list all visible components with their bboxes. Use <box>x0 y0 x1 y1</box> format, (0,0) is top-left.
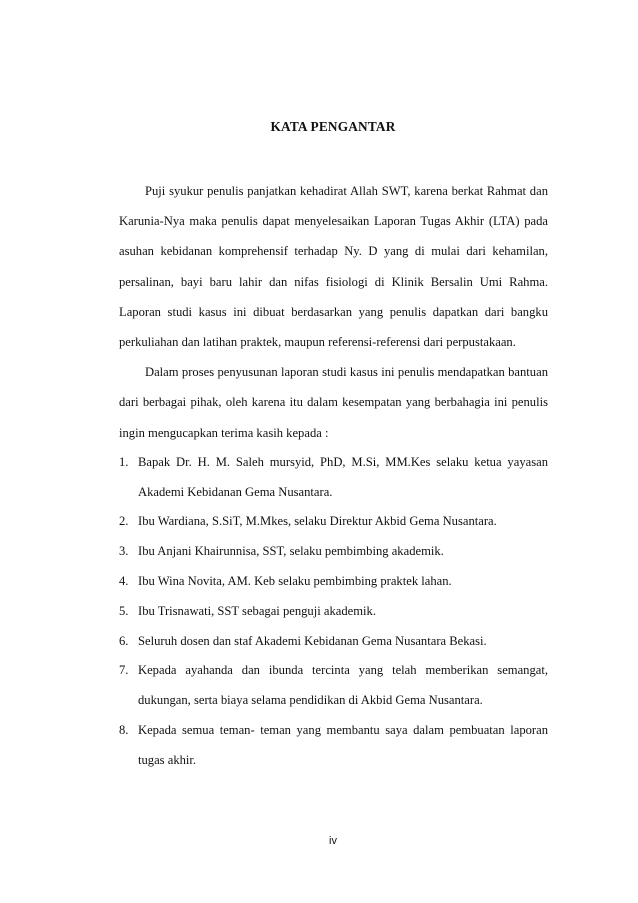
paragraph-intro: Puji syukur penulis panjatkan kehadirat Allah SWT, karena berkat Rahmat dan Karunia-Nya maka penulis dapat menyelesaikan Laporan Tugas Akhir (LTA) pada asuhan kebidanan komprehensif terhadap Ny. D yang di mulai dari kehamilan, persalinan, bayi baru lahir dan nifas fisiologi di Klinik Bersalin Umi Rahma. Laporan studi kasus ini dibuat berdasarkan yang penulis dapatkan dari bangku perkuliahan dan latihan praktek, maupun referensi-referensi dari perpustakaan. <box>119 184 548 350</box>
list-item-number: 5. <box>119 603 129 618</box>
list-item-text: Seluruh dosen dan staf Akademi Kebidanan Gema Nusantara Bekasi. <box>138 633 487 648</box>
list-item-text: Ibu Wina Novita, AM. Keb selaku pembimbing praktek lahan. <box>138 574 452 589</box>
paragraph-acknowledgement: Dalam proses penyusunan laporan studi kasus ini penulis mendapatkan bantuan dari berbagai pihak, oleh karena itu dalam kesempatan yang berbahagia ini penulis ingin mengucapkan terima kasih kepada : <box>119 365 548 440</box>
list-item <box>119 448 548 508</box>
list-item-text: Ibu Trisnawati, SST sebagai penguji akademik. <box>138 603 376 618</box>
list-item-number: 4. <box>119 574 129 589</box>
document-body <box>119 176 548 776</box>
list-item-number: 7. <box>119 663 129 678</box>
list-item-number: 6. <box>119 633 129 648</box>
list-item-number: 1. <box>119 454 129 469</box>
list-item-number: 2. <box>119 514 129 529</box>
list-item-number: 8. <box>119 723 129 737</box>
list-item-number: 3. <box>119 544 129 559</box>
page-number: iv <box>329 835 337 847</box>
list-item-text: Kepada ayahanda dan ibunda tercinta yang telah memberikan semangat, dukungan, serta biaya selama pendidikan di Akbid Gema Nusantara. <box>138 663 548 708</box>
list-item-text: Bapak Dr. H. M. Saleh mursyid, PhD, M.Si, MM.Kes selaku ketua yayasan Akademi Kebidanan Gema Nusantara. <box>138 454 548 499</box>
list-item <box>119 716 548 776</box>
list-item <box>119 567 548 597</box>
list-item <box>119 597 548 627</box>
list-item-text: Ibu Anjani Khairunnisa, SST, selaku pembimbing akademik. <box>138 544 444 559</box>
list-item-text: Ibu Wardiana, S.SiT, M.Mkes, selaku Direktur Akbid Gema Nusantara. <box>138 514 497 529</box>
page-title: KATA PENGANTAR <box>270 119 396 134</box>
list-item <box>119 537 548 567</box>
list-item <box>119 656 548 716</box>
list-item <box>119 507 548 537</box>
list-item-text: Kepada semua teman- teman yang membantu saya dalam pembuatan laporan tugas akhir. <box>138 723 548 767</box>
list-item <box>119 627 548 657</box>
thanks-list <box>119 448 548 776</box>
